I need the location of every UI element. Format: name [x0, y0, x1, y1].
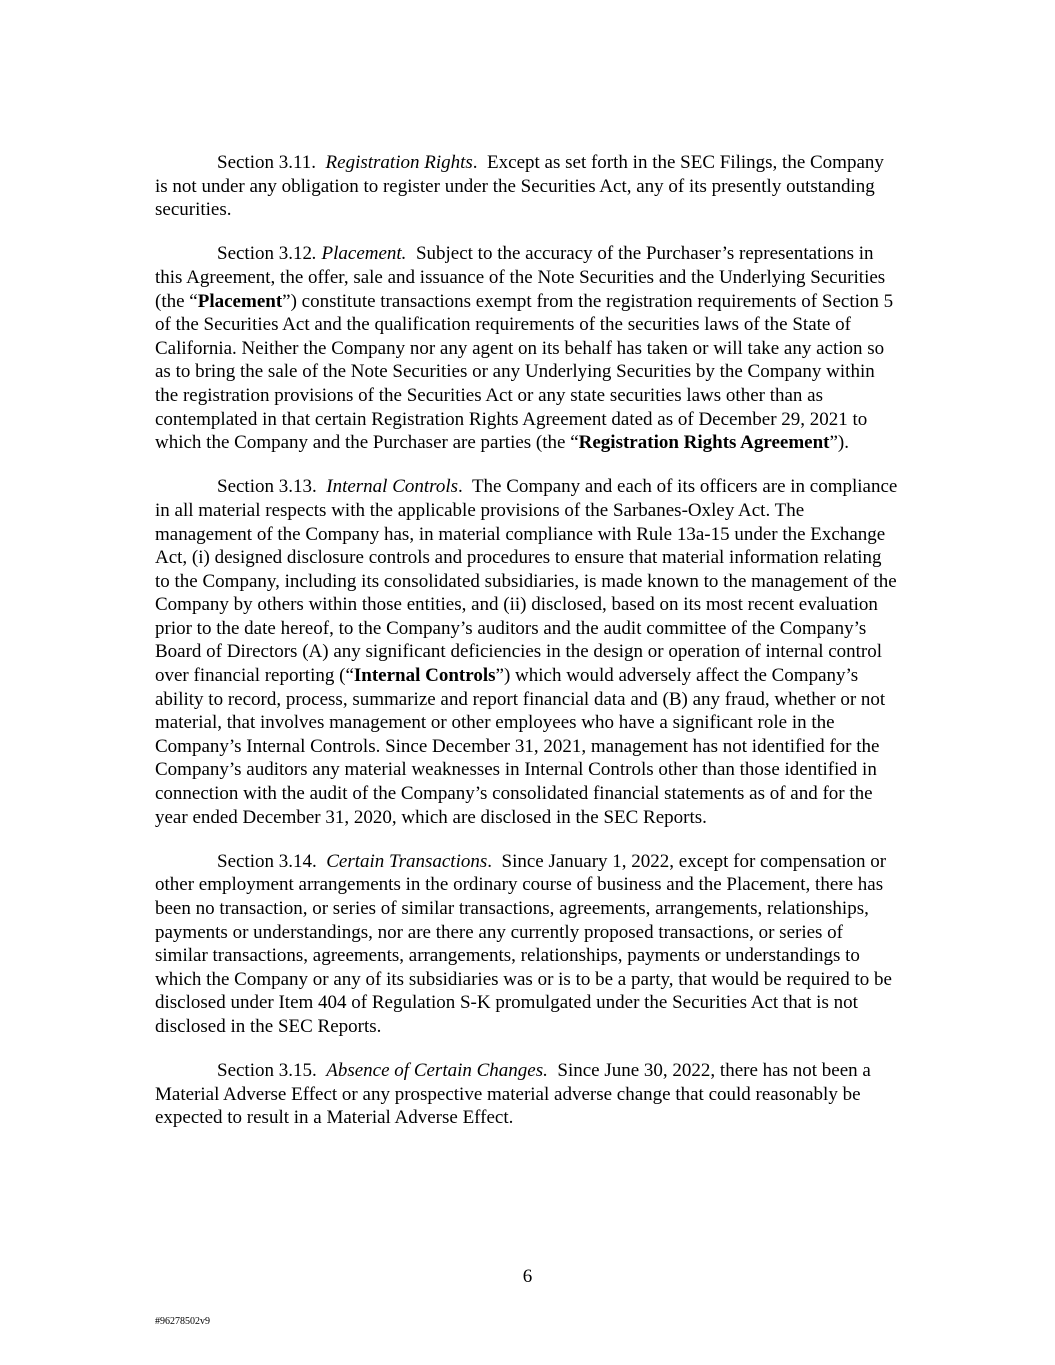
section-number: Section 3.13.: [217, 476, 317, 498]
section-title: Internal Controls: [326, 476, 459, 498]
defined-term: Registration Rights Agreement: [578, 432, 830, 454]
section-text: The Company and each of its officers are in compliance in all material respects with the applicable provisions of the Sarbanes-Oxley Act. The management of the Company has, in material compliance with Rule 13a-15 under the Exchange Act, (i) designed disclosure controls and procedures to ensure that material information relating to the Company, including its consolidated subsidiaries, is made known to the management of the Company by others within those entities, and (ii) disclosed, based on its most recent evaluation prior to the date hereof, to the Company’s auditors and the audit committee of the Company’s Board of Directors (A) any significant deficiencies in the design or operation of internal control over financial reporting (“: [155, 476, 898, 687]
section-title: Registration Rights: [325, 152, 473, 173]
section-title: Certain Transactions: [326, 850, 488, 872]
section-text: ”) constitute transactions exempt from the registration requirements of Section 5 of the Securities Act and the qualification requirements of the securities laws of the State of California. Neither the Company nor any agent on its behalf has taken or will take any action so as to bring the sale of the Note Securities or any Underlying Securities by the Company within the registration provisions of the Securities Act or any state securities laws other than as contemplated in that certain Registration Rights Agreement dated as of December 29, 2021 to which the Company and the Purchaser are parties (the “: [155, 290, 894, 454]
section-text: ”) which would adversely affect the Company’s ability to record, process, summarize and report financial data and (B) any fraud, whether or not material, that involves management or other employees who have a significant role in the Company’s Internal Controls. Since December 31, 2021, management has not identified for the Company’s auditors any material weaknesses in Internal Controls other than those identified in connection with the audit of the Company’s consolidated financial statements as of and for the year ended December 31, 2020, which are disclosed in the SEC Reports.: [155, 665, 886, 828]
section-title: . Placement.: [312, 243, 407, 265]
section-title: Absence of Certain Changes.: [326, 1060, 548, 1082]
defined-term: Internal Controls: [353, 665, 496, 687]
section-text: Except as set forth in the SEC Filings, the Company is not under any obligation to register under the Securities Act, any of its presently outstanding securities.: [155, 152, 884, 221]
section-3-14: Section 3.14. Certain Transactions. Since January 1, 2022, except for compensation or other employment arrangements in the ordinary course of business and the Placement, there has been no transaction, or series of similar transactions, agreements, arrangements, relationships, payments or understandings, nor are there any currently proposed transactions, or series of similar transactions, agreements, arrangements, relationships, payments or understandings to which the Company or any of its subsidiaries was or is to be a party, that would be required to be disclosed under Item 404 of Regulation S-K promulgated under the Securities Act that is not disclosed in the SEC Reports.: [155, 850, 892, 1037]
defined-term: Placement: [197, 290, 283, 312]
section-number: Section 3.14.: [217, 850, 317, 872]
document-body: [155, 151, 900, 1151]
section-number: Section 3.12: [217, 243, 312, 265]
section-3-15: [155, 1059, 900, 1130]
section-3-11: Section 3.11. Registration Rights. Except as set forth in the SEC Filings, the Company is not under any obligation to register under the Securities Act, any of its presently outstanding securities.: [155, 152, 884, 221]
section-3-12: [155, 242, 900, 454]
section-text: Since January 1, 2022, except for compensation or other employment arrangements in the ordinary course of business and the Placement, there has been no transaction, or series of similar transactions, agreements, arrangements, relationships, payments or understandings, nor are there any currently proposed transactions, or series of similar transactions, agreements, arrangements, relationships, payments or understandings to which the Company or any of its subsidiaries was or is to be a party, that would be required to be disclosed under Item 404 of Regulation S-K promulgated under the Securities Act that is not disclosed in the SEC Reports.: [155, 850, 892, 1037]
section-text: Since June 30, 2022, there has not been a Material Adverse Effect or any prospective material adverse change that could reasonably be expected to result in a Material Adverse Effect.: [155, 1060, 871, 1129]
section-number: Section 3.11.: [217, 152, 317, 173]
section-3-13: Section 3.13. Internal Controls. The Company and each of its officers are in compliance in all material respects with the applicable provisions of the Sarbanes-Oxley Act. The management of the Company has, in material compliance with Rule 13a-15 under the Exchange Act, (i) designed disclosure controls and procedures to ensure that material information relating to the Company, including its consolidated subsidiaries, is made known to the management of the Company by others within those entities, and (ii) disclosed, based on its most recent evaluation prior to the date hereof, to the Company’s auditors and the audit committee of the Company’s Board of Directors (A) any significant deficiencies in the design or operation of internal control over financial reporting (“Internal Controls”) which would adversely affect the Company’s ability to record, process, summarize and report financial data and (B) any fraud, whether or not material, that involves management or other employees who have a significant role in the Company’s Internal Controls. Since December 31, 2021, management has not identified for the Company’s auditors any material weaknesses in Internal Controls other than those identified in connection with the audit of the Company’s consolidated financial statements as of and for the year ended December 31, 2020, which are disclosed in the SEC Reports.: [155, 476, 898, 828]
document-id: #96278502v9: [155, 1316, 210, 1327]
section-text: ”).: [829, 432, 850, 454]
section-text: Subject to the accuracy of the Purchaser’s representations in this Agreement, the offer, sale and issuance of the Note Securities and the Underlying Securities (the “: [155, 243, 886, 312]
page-number: 6: [522, 1266, 533, 1287]
section-number: Section 3.15.: [217, 1060, 317, 1082]
